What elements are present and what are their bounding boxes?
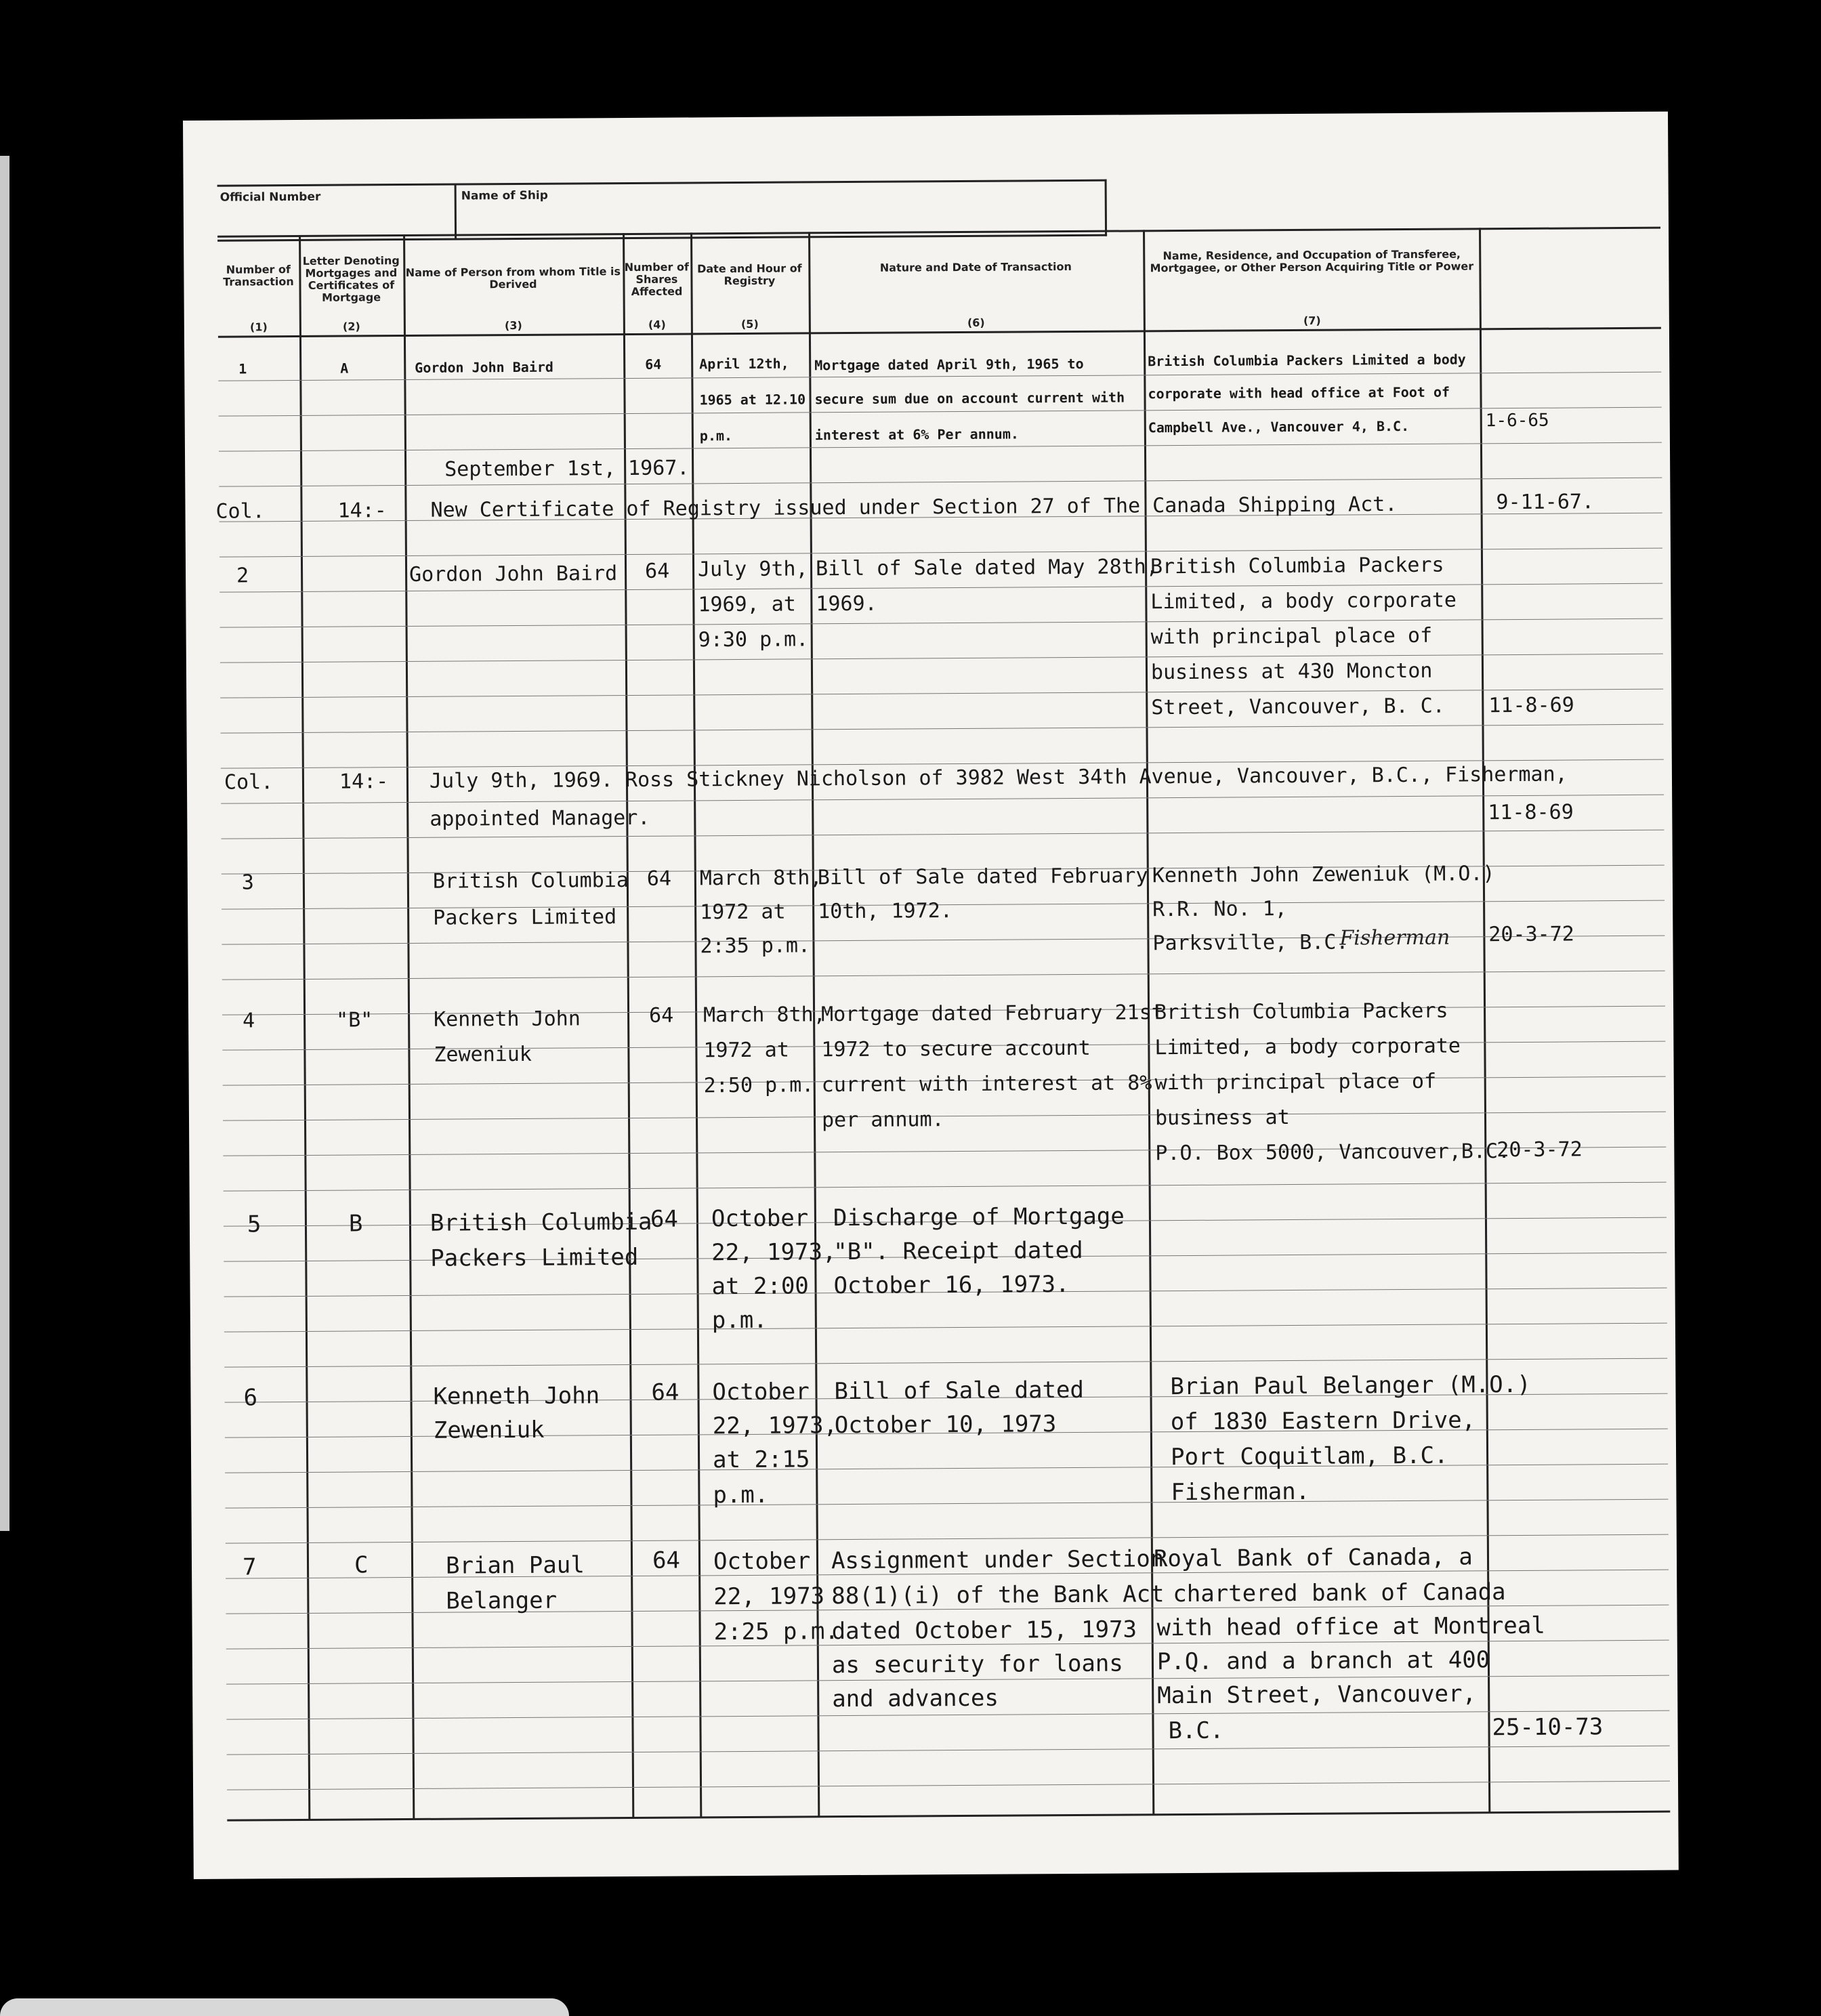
acquirer: Port Coquitlam, B.C.	[1170, 1442, 1448, 1471]
column-title: Number of Transaction	[223, 263, 294, 289]
bottom-rule	[227, 1811, 1670, 1822]
registry-date: October	[711, 1204, 809, 1233]
acquirer: Parksville, B.C.	[1152, 930, 1349, 956]
shares: 64	[651, 1379, 679, 1406]
registry-date: March 8th,	[703, 1003, 826, 1028]
transaction-nature: and advances	[832, 1684, 999, 1713]
mortgage-letter: "B"	[336, 1008, 373, 1032]
mortgage-letter: B	[348, 1210, 363, 1238]
adjacent-page-bottom	[0, 1998, 569, 2016]
registry-date: April 12th,	[699, 355, 789, 373]
ruled-line	[224, 1182, 1667, 1192]
registry-date: 22, 1973,	[711, 1238, 837, 1267]
official-number-label: Official Number	[219, 190, 321, 205]
shares: 64	[650, 1205, 678, 1233]
acquirer: British Columbia Packers Limited a body	[1148, 351, 1466, 370]
transaction-nature: per annum.	[821, 1108, 944, 1133]
person-from: Zeweniuk	[433, 1416, 545, 1444]
registry-date: 22, 1973	[713, 1582, 825, 1611]
ruled-line	[226, 1499, 1669, 1509]
transaction-nature: October 10, 1973	[834, 1410, 1057, 1440]
ruled-line	[227, 1781, 1670, 1790]
person-from: Gordon John Baird	[409, 562, 618, 587]
transaction-nature: Mortgage dated April 9th, 1965 to	[814, 355, 1084, 374]
ruled-line	[219, 442, 1662, 452]
transaction-nature: 10th, 1972.	[818, 899, 953, 924]
acquirer: of 1830 Eastern Drive,	[1170, 1406, 1476, 1436]
acquirer: P.Q. and a branch at 400	[1156, 1646, 1490, 1676]
registry-date: October	[712, 1378, 810, 1406]
transaction-number: 7	[242, 1553, 257, 1581]
manager-note: appointed Manager.	[430, 805, 650, 831]
person-from: Packers Limited	[433, 905, 617, 930]
column-number: (3)	[504, 318, 522, 333]
registry-date: at 2:15	[712, 1446, 810, 1474]
shares: 64	[644, 559, 670, 583]
ship-name-label: Name of Ship	[461, 188, 548, 203]
acquirer: Campbell Ave., Vancouver 4, B.C.	[1148, 417, 1410, 436]
column-rule	[403, 234, 415, 1820]
registry-date: p.m.	[699, 427, 733, 444]
col-label: Col.	[215, 499, 265, 524]
shares: 64	[652, 1547, 681, 1574]
transaction-nature: "B". Receipt dated	[833, 1236, 1083, 1266]
shares: 64	[646, 866, 672, 891]
registration-date: 11-8-69	[1488, 693, 1574, 718]
column-number: (5)	[740, 317, 759, 331]
registry-date: March 8th,	[699, 866, 822, 891]
acquirer: Main Street, Vancouver,	[1157, 1680, 1477, 1710]
registry-date: 1965 at 12.10	[699, 391, 806, 408]
person-from: Kenneth John	[434, 1007, 581, 1032]
transaction-nature: Bill of Sale dated	[834, 1376, 1085, 1406]
acquirer: Limited, a body corporate	[1150, 588, 1457, 614]
ruled-line	[219, 478, 1662, 487]
transaction-nature: Bill of Sale dated February	[817, 864, 1148, 890]
registry-date: 2:35 p.m.	[700, 933, 811, 959]
registration-date: 20-3-72	[1496, 1137, 1583, 1162]
column-rule	[299, 235, 310, 1820]
transaction-nature: October 16, 1973.	[833, 1271, 1070, 1300]
transaction-nature: 1969.	[816, 591, 877, 616]
shares: 64	[648, 1003, 674, 1028]
ruled-line	[224, 1323, 1667, 1332]
registry-date: 9:30 p.m.	[698, 627, 809, 652]
ruled-line	[224, 1358, 1667, 1368]
acquirer: Royal Bank of Canada, a	[1153, 1543, 1473, 1573]
transaction-nature: 1972 to secure account	[821, 1036, 1091, 1062]
transaction-number: 4	[243, 1009, 255, 1033]
acquirer: Limited, a body corporate	[1154, 1034, 1461, 1060]
registry-date: 1972 at	[703, 1038, 789, 1063]
registry-date: p.m.	[713, 1481, 769, 1509]
transaction-nature: Bill of Sale dated May 28th,	[815, 555, 1158, 581]
transaction-nature: 88(1)(i) of the Bank Act	[831, 1580, 1165, 1610]
registry-date: 22, 1973,	[712, 1412, 838, 1440]
acquirer: P.O. Box 5000, Vancouver,B.C.	[1155, 1139, 1511, 1166]
column-title: Nature and Date of Transaction	[879, 259, 1072, 274]
manager-note: July 9th, 1969. Ross Stickney Nicholson of 3982 West 34th Avenue, Vancouver, B.C., Fisherman,	[429, 762, 1568, 793]
acquirer: Kenneth John Zeweniuk (M.O.)	[1152, 862, 1495, 888]
person-from: British Columbia	[430, 1208, 652, 1237]
ruled-line	[226, 1534, 1669, 1544]
acquirer: Brian Paul Belanger (M.O.)	[1170, 1370, 1531, 1401]
col-14-label: 14:-	[337, 499, 387, 523]
registration-date: 1-6-65	[1485, 410, 1549, 432]
mortgage-letter: A	[340, 360, 349, 377]
acquirer: R.R. No. 1,	[1152, 897, 1287, 922]
registration-date: 11-8-69	[1488, 800, 1574, 825]
column-number: (2)	[342, 320, 360, 333]
header-divider	[455, 186, 457, 238]
acquirer: British Columbia Packers	[1154, 999, 1448, 1025]
ruled-line	[222, 971, 1665, 980]
acquirer: with principal place of	[1150, 623, 1433, 650]
registration-date: 9-11-67.	[1496, 490, 1595, 515]
registration-date: 25-10-73	[1492, 1713, 1604, 1742]
acquirer: chartered bank of Canada	[1173, 1578, 1506, 1608]
transaction-nature: current with interest at 8%	[821, 1071, 1152, 1097]
ruled-line	[220, 689, 1663, 698]
acquirer: Fisherman.	[1171, 1477, 1310, 1507]
ruled-line	[220, 618, 1663, 628]
column-rule	[1479, 228, 1490, 1813]
acquirer: business at	[1154, 1106, 1290, 1131]
column-number: (1)	[249, 320, 268, 334]
transaction-nature: Discharge of Mortgage	[833, 1202, 1125, 1232]
registry-date: July 9th,	[697, 557, 808, 582]
column-number: (7)	[1303, 314, 1321, 327]
acquirer: B.C.	[1168, 1717, 1224, 1745]
column-title: Name, Residence, and Occupation of Transferee, Mortgagee, or Other Person Acquiring Title or Power	[1150, 247, 1474, 275]
person-from: Kenneth John	[433, 1382, 600, 1410]
col-label: Col.	[224, 770, 274, 795]
col-14-label: 14:-	[339, 770, 389, 794]
registry-date: 2:50 p.m.	[703, 1073, 814, 1098]
acquirer: British Columbia Packers	[1150, 553, 1444, 579]
registry-date: 1969, at	[698, 592, 796, 617]
transaction-nature: Mortgage dated February 21st	[820, 1001, 1164, 1027]
person-from: Belanger	[446, 1587, 558, 1615]
shares: 64	[645, 356, 662, 373]
acquirer: with principal place of	[1154, 1069, 1437, 1095]
person-from: Packers Limited	[430, 1243, 639, 1272]
certificate-note: New Certificate of Registry issued under Section 27 of The Canada Shipping Act.	[430, 492, 1398, 522]
registry-date: p.m.	[711, 1306, 768, 1335]
acquirer: Street, Vancouver, B. C.	[1151, 694, 1445, 720]
registration-date: 20-3-72	[1488, 922, 1574, 947]
note-date: September 1st, 1967.	[444, 456, 690, 482]
registry-date: at 2:00	[711, 1272, 809, 1301]
ruled-line	[221, 724, 1664, 734]
transaction-nature: interest at 6% Per annum.	[814, 425, 1019, 444]
mortgage-letter: C	[354, 1551, 369, 1579]
registry-date: 2:25 p.m.	[713, 1618, 839, 1646]
person-from: Brian Paul	[445, 1551, 585, 1580]
person-from: Zeweniuk	[434, 1042, 532, 1067]
handwritten-occupation: Fisherman	[1339, 925, 1450, 950]
registry-date: October	[713, 1547, 811, 1576]
transaction-nature: Assignment under Section	[831, 1545, 1165, 1575]
transaction-number: 3	[241, 870, 255, 895]
ruled-line	[220, 654, 1663, 663]
adjacent-page-edge	[0, 156, 9, 1531]
column-title: Name of Person from whom Title is Derived	[405, 265, 621, 291]
ruled-line	[219, 407, 1662, 417]
register-page	[183, 112, 1679, 1879]
transaction-nature: dated October 15, 1973	[831, 1616, 1137, 1645]
transaction-nature: as security for loans	[831, 1650, 1123, 1679]
transaction-number: 2	[236, 564, 249, 588]
column-number: (6)	[967, 316, 985, 329]
acquirer: with head office at Montreal	[1156, 1612, 1545, 1642]
transaction-nature: secure sum due on account current with	[814, 389, 1125, 408]
acquirer: corporate with head office at Foot of	[1148, 383, 1450, 402]
person-from: British Columbia	[432, 868, 629, 894]
transaction-number: 1	[238, 360, 247, 377]
column-rule	[690, 232, 702, 1818]
registry-date: 1972 at	[700, 900, 786, 925]
ruled-line	[221, 830, 1664, 839]
column-title: Number of Shares Affected	[624, 260, 689, 298]
column-title: Date and Hour of Registry	[697, 261, 802, 288]
person-from: Gordon John Baird	[415, 358, 554, 376]
column-title: Letter Denoting Mortgages and Certificates of Mortgage	[302, 254, 400, 304]
ruled-line	[227, 1746, 1670, 1755]
column-number: (4)	[648, 318, 666, 331]
transaction-number: 5	[247, 1211, 261, 1238]
ruled-line	[225, 1464, 1668, 1473]
ruled-line	[221, 795, 1664, 804]
ruled-line	[223, 1112, 1666, 1121]
transaction-number: 6	[243, 1384, 258, 1412]
acquirer: business at 430 Moncton	[1150, 658, 1433, 685]
